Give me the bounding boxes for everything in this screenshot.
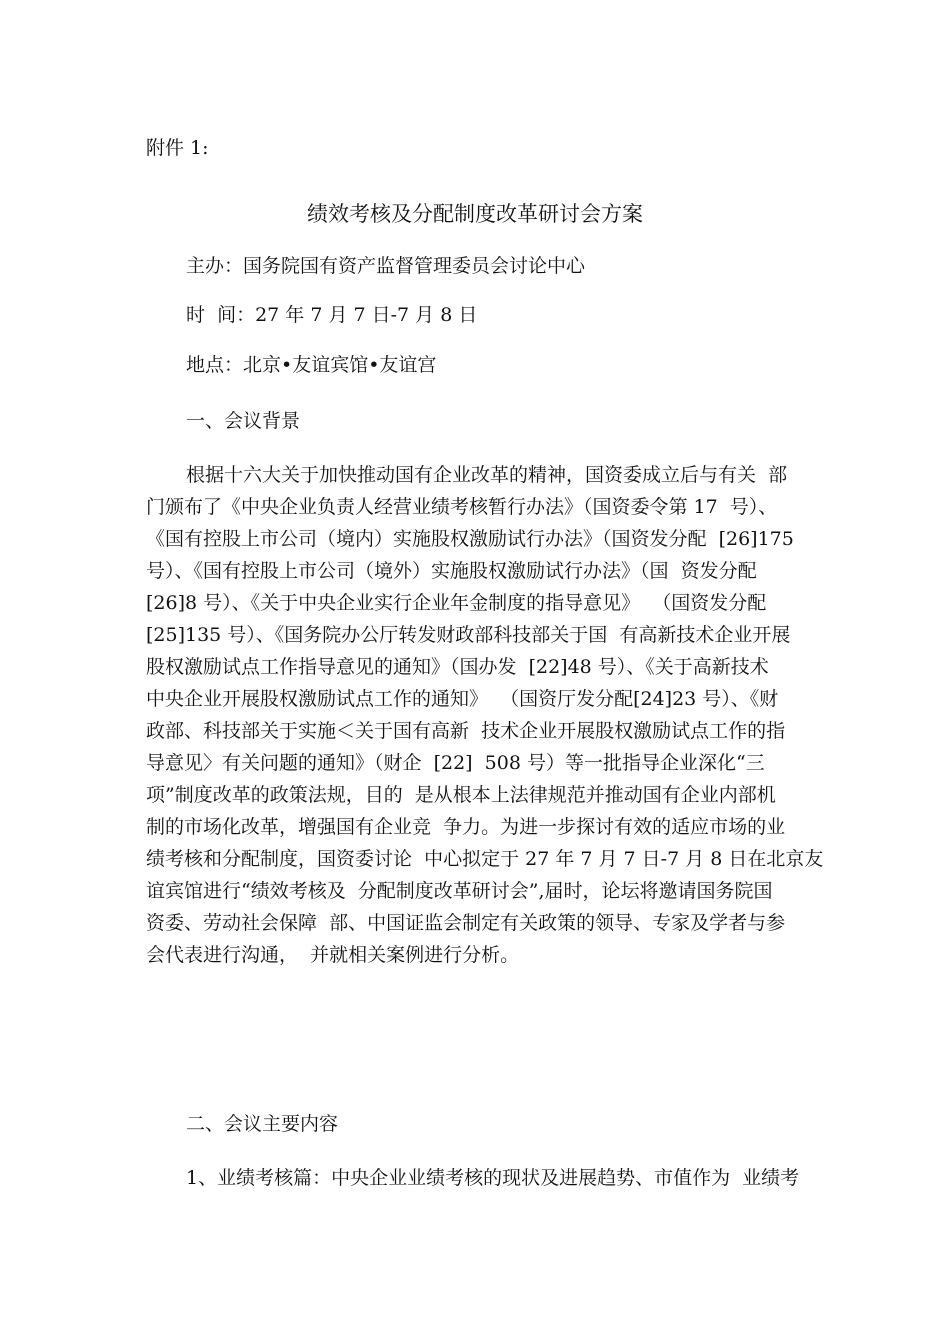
paragraph-line: 谊宾馆进行“绩效考核及 分配制度改革研讨会”,届时，论坛将邀请国务院国 (146, 880, 773, 902)
paragraph-line: 绩考核和分配制度，国资委讨论 中心拟定于 27 年 7 月 7 日-7 月 8 日在北京友 (146, 848, 824, 870)
paragraph-line: 股权激励试点工作指导意见的通知》（国办发 [22]48 号）、《关于高新技术 (146, 656, 769, 678)
paragraph-line: 制的市场化改革，增强国有企业竞 争力。为进一步探讨有效的适应市场的业 (146, 816, 786, 838)
document-title: 绩效考核及分配制度改革研讨会方案 (307, 202, 643, 226)
section1-paragraph (146, 459, 846, 971)
paragraph-line: 根据十六大关于加快推动国有企业改革的精神，国资委成立后与有关 部 (186, 464, 788, 486)
paragraph-line: 号）、《国有控股上市公司（境外）实施股权激励试行办法》（国 资发分配 (146, 560, 757, 582)
location-line: 地点：北京•友谊宾馆•友谊宫 (186, 354, 437, 376)
paragraph-line: 资委、劳动社会保障 部、中国证监会制定有关政策的领导、专家及学者与参 (146, 912, 786, 934)
paragraph-line: 会代表进行沟通， 并就相关案例进行分析。 (146, 944, 520, 966)
section2-item (146, 1162, 846, 1194)
paragraph-line: [26]8 号）、《关于中央企业实行企业年金制度的指导意见》 （国资发分配 (146, 592, 767, 614)
time-line: 时 间：27 年 7 月 7 日-7 月 8 日 (186, 304, 478, 326)
paragraph-line: 门颁布了《中央企业负责人经营业绩考核暂行办法》（国资委令第 17 号）、 (146, 496, 778, 518)
section2-heading: 二、会议主要内容 (186, 1113, 339, 1135)
paragraph-line: 导意见〉有关问题的通知》（财企 [22] 508 号）等一批指导企业深化“三 (146, 752, 765, 774)
paragraph-line: 《国有控股上市公司（境内）实施股权激励试行办法》（国资发分配 [26]175 (146, 528, 794, 550)
paragraph-line: 政部、科技部关于实施＜关于国有高新 技术企业开展股权激励试点工作的指 (146, 720, 786, 742)
paragraph-line: [25]135 号）、《国务院办公厅转发财政部科技部关于国 有高新技术企业开展 (146, 624, 791, 646)
paragraph-line: 中央企业开展股权激励试点工作的通知》 （国资厅发分配[24]23 号）、《财 (146, 688, 779, 710)
section2-item-1: 1、业绩考核篇：中央企业业绩考核的现状及进展趋势、市值作为 业绩考 (186, 1167, 800, 1189)
organizer-line: 主办：国务院国有资产监督管理委员会讨论中心 (186, 255, 586, 277)
paragraph-line: 项”制度改革的政策法规，目的 是从根本上法律规范并推动国有企业内部机 (146, 784, 776, 806)
attachment-label: 附件 1: (146, 137, 209, 159)
section1-heading: 一、会议背景 (186, 410, 301, 432)
